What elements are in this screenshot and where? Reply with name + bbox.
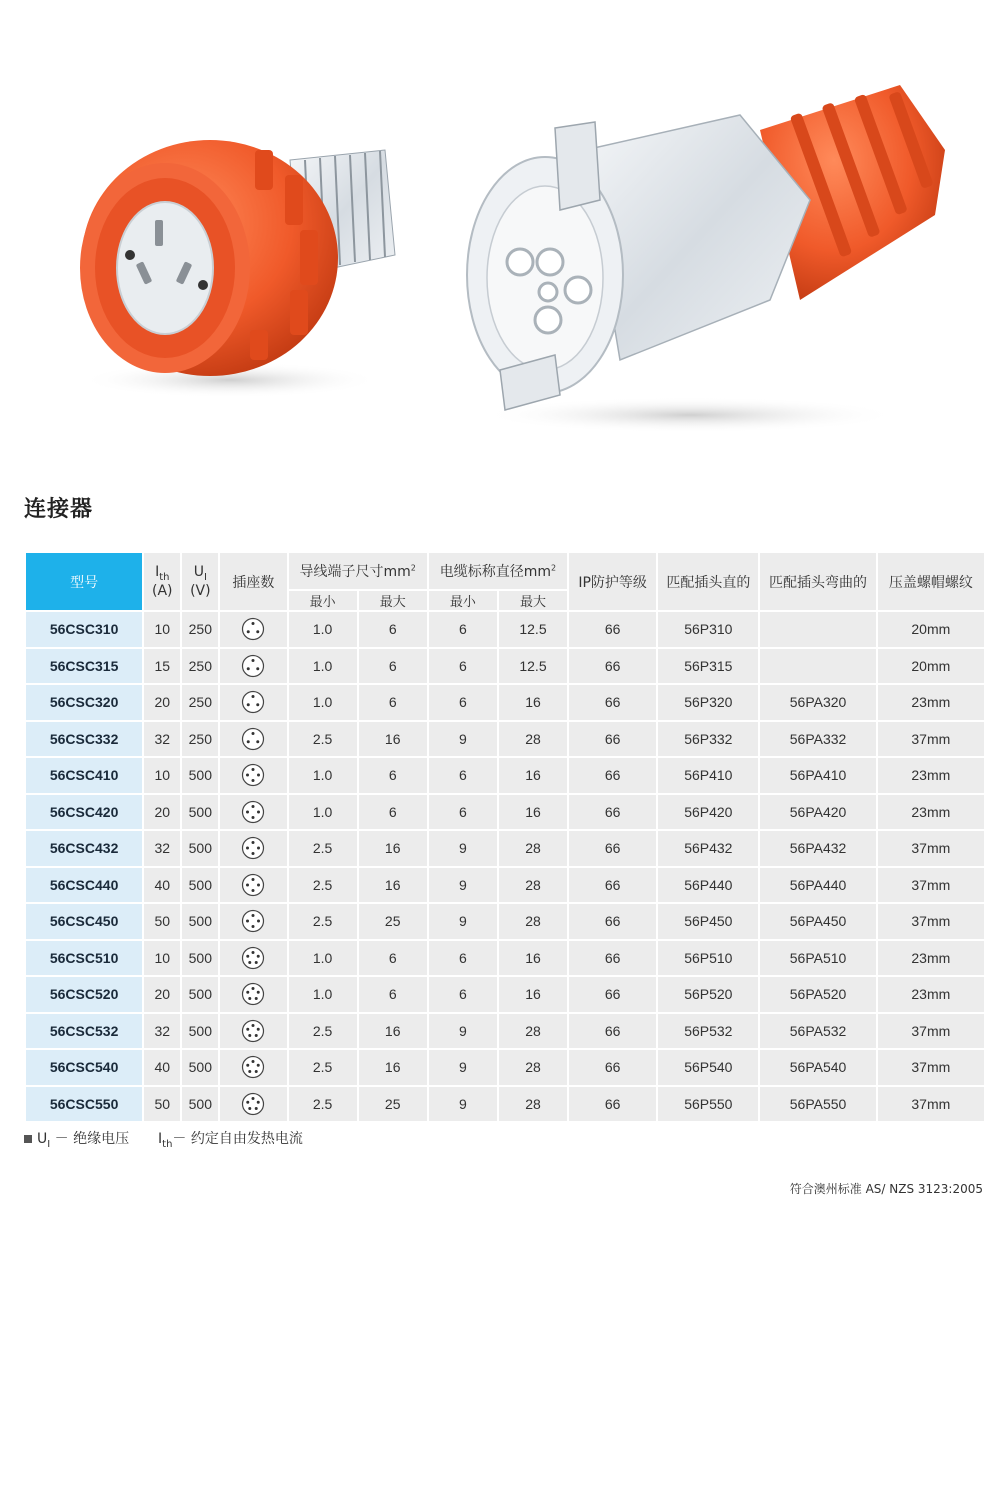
thread-cell: 23mm — [878, 685, 984, 720]
socket-pin-layout-icon — [241, 690, 265, 714]
header-wire-min: 最小 — [289, 591, 357, 610]
table-row — [26, 1014, 984, 1049]
table-row — [26, 795, 984, 830]
plug-angled-cell: 56PA410 — [760, 758, 875, 793]
cable-max-cell: 16 — [499, 795, 567, 830]
ith-cell: 20 — [144, 977, 180, 1012]
pin-layout-cell — [220, 831, 286, 866]
table-body — [26, 612, 984, 1121]
cable-max-cell: 16 — [499, 758, 567, 793]
ip-cell: 66 — [569, 649, 656, 684]
wire-max-cell: 16 — [359, 831, 427, 866]
cable-max-cell: 16 — [499, 941, 567, 976]
ui-cell: 500 — [182, 831, 218, 866]
wire-max-cell: 6 — [359, 649, 427, 684]
plug-angled-cell: 56PA450 — [760, 904, 875, 939]
ith-cell: 40 — [144, 868, 180, 903]
wire-min-cell: 2.5 — [289, 1087, 357, 1122]
header-wire-max: 最大 — [359, 591, 427, 610]
ip-cell: 66 — [569, 941, 656, 976]
wire-max-cell: 25 — [359, 904, 427, 939]
model-cell: 56CSC550 — [26, 1087, 142, 1122]
header-plug-straight: 匹配插头直的 — [658, 553, 758, 610]
socket-pin-layout-icon — [241, 1092, 265, 1116]
pin-layout-cell — [220, 685, 286, 720]
plug-angled-cell: 56PA440 — [760, 868, 875, 903]
standard-note: 符合澳州标准 AS/ NZS 3123:2005 — [789, 1182, 983, 1196]
legend-ui-text: － 绝缘电压 — [54, 1131, 130, 1147]
wire-max-cell: 6 — [359, 941, 427, 976]
table-row — [26, 758, 984, 793]
wire-min-cell: 1.0 — [289, 795, 357, 830]
plug-straight-cell: 56P540 — [658, 1050, 758, 1085]
model-cell: 56CSC310 — [26, 612, 142, 647]
wire-max-cell: 6 — [359, 977, 427, 1012]
pin-layout-cell — [220, 904, 286, 939]
cable-min-cell: 6 — [429, 941, 497, 976]
model-cell: 56CSC320 — [26, 685, 142, 720]
model-cell: 56CSC520 — [26, 977, 142, 1012]
header-ith: $I_{th}$ (A) — [144, 553, 180, 610]
model-cell: 56CSC432 — [26, 831, 142, 866]
ip-cell: 66 — [569, 758, 656, 793]
table-row — [26, 868, 984, 903]
thread-cell: 37mm — [878, 1014, 984, 1049]
pin-layout-cell — [220, 941, 286, 976]
ith-cell: 20 — [144, 685, 180, 720]
thread-cell: 20mm — [878, 649, 984, 684]
plug-angled-cell — [760, 612, 875, 647]
cable-max-cell: 16 — [499, 685, 567, 720]
plug-straight-cell: 56P420 — [658, 795, 758, 830]
ith-cell: 10 — [144, 941, 180, 976]
ith-cell: 40 — [144, 1050, 180, 1085]
ui-cell: 250 — [182, 612, 218, 647]
ith-cell: 10 — [144, 758, 180, 793]
wire-min-cell: 1.0 — [289, 649, 357, 684]
wire-max-cell: 6 — [359, 612, 427, 647]
wire-min-cell: 2.5 — [289, 904, 357, 939]
ith-cell: 15 — [144, 649, 180, 684]
socket-pin-layout-icon — [241, 654, 265, 678]
wire-min-cell: 2.5 — [289, 868, 357, 903]
thread-cell: 23mm — [878, 758, 984, 793]
legend: $U_I$ － 绝缘电压 $I_{th}-$ 约定自由发热电流 — [24, 1128, 303, 1150]
cable-max-cell: 12.5 — [499, 612, 567, 647]
model-cell: 56CSC332 — [26, 722, 142, 757]
model-cell: 56CSC450 — [26, 904, 142, 939]
ui-cell: 500 — [182, 1087, 218, 1122]
thread-cell: 37mm — [878, 831, 984, 866]
table-row — [26, 649, 984, 684]
plug-straight-cell: 56P532 — [658, 1014, 758, 1049]
ip-cell: 66 — [569, 977, 656, 1012]
pin-layout-cell — [220, 649, 286, 684]
cable-min-cell: 9 — [429, 904, 497, 939]
thread-cell: 23mm — [878, 795, 984, 830]
wire-min-cell: 2.5 — [289, 722, 357, 757]
cable-max-cell: 28 — [499, 831, 567, 866]
cable-max-cell: 28 — [499, 1050, 567, 1085]
plug-angled-cell: 56PA432 — [760, 831, 875, 866]
ip-cell: 66 — [569, 612, 656, 647]
thread-cell: 23mm — [878, 941, 984, 976]
ip-cell: 66 — [569, 1050, 656, 1085]
plug-straight-cell: 56P520 — [658, 977, 758, 1012]
thread-cell: 20mm — [878, 612, 984, 647]
ui-cell: 500 — [182, 941, 218, 976]
pin-layout-cell — [220, 758, 286, 793]
wire-min-cell: 1.0 — [289, 941, 357, 976]
cable-min-cell: 6 — [429, 649, 497, 684]
wire-max-cell: 6 — [359, 685, 427, 720]
plug-angled-cell: 56PA420 — [760, 795, 875, 830]
socket-pin-layout-icon — [241, 800, 265, 824]
cable-min-cell: 6 — [429, 612, 497, 647]
wire-min-cell: 2.5 — [289, 1050, 357, 1085]
header-ip: IP防护等级 — [569, 553, 656, 610]
table-row — [26, 612, 984, 647]
socket-pin-layout-icon — [241, 763, 265, 787]
header-ui: $U_I$ (V) — [182, 553, 218, 610]
header-gland-thread: 压盖螺帽螺纹 — [878, 553, 984, 610]
legend-ith-text: － 约定自由发热电流 — [172, 1131, 303, 1147]
ith-cell: 32 — [144, 722, 180, 757]
model-cell: 56CSC410 — [26, 758, 142, 793]
cable-min-cell: 9 — [429, 1050, 497, 1085]
cable-max-cell: 28 — [499, 904, 567, 939]
wire-min-cell: 2.5 — [289, 831, 357, 866]
wire-min-cell: 1.0 — [289, 758, 357, 793]
pin-layout-cell — [220, 868, 286, 903]
ip-cell: 66 — [569, 868, 656, 903]
cable-max-cell: 16 — [499, 977, 567, 1012]
wire-max-cell: 25 — [359, 1087, 427, 1122]
ui-cell: 500 — [182, 868, 218, 903]
plug-angled-cell: 56PA550 — [760, 1087, 875, 1122]
ip-cell: 66 — [569, 795, 656, 830]
ui-cell: 250 — [182, 649, 218, 684]
pin-layout-cell — [220, 1014, 286, 1049]
socket-pin-layout-icon — [241, 946, 265, 970]
pin-layout-cell — [220, 612, 286, 647]
ip-cell: 66 — [569, 1087, 656, 1122]
table-row — [26, 722, 984, 757]
header-wire-size: 导线端子尺寸$mm^2$ — [289, 553, 427, 589]
ui-cell: 500 — [182, 1050, 218, 1085]
plug-straight-cell: 56P450 — [658, 904, 758, 939]
model-cell: 56CSC315 — [26, 649, 142, 684]
cable-min-cell: 9 — [429, 831, 497, 866]
spec-table — [24, 551, 986, 1123]
cable-min-cell: 6 — [429, 758, 497, 793]
plug-straight-cell: 56P440 — [658, 868, 758, 903]
wire-max-cell: 16 — [359, 868, 427, 903]
wire-max-cell: 16 — [359, 722, 427, 757]
ip-cell: 66 — [569, 1014, 656, 1049]
model-cell: 56CSC510 — [26, 941, 142, 976]
cable-max-cell: 12.5 — [499, 649, 567, 684]
socket-pin-layout-icon — [241, 982, 265, 1006]
cable-max-cell: 28 — [499, 1014, 567, 1049]
ui-cell: 500 — [182, 1014, 218, 1049]
ith-cell: 10 — [144, 612, 180, 647]
header-cable-min: 最小 — [429, 591, 497, 610]
plug-straight-cell: 56P510 — [658, 941, 758, 976]
plug-straight-cell: 56P410 — [658, 758, 758, 793]
plug-straight-cell: 56P332 — [658, 722, 758, 757]
socket-pin-layout-icon — [241, 909, 265, 933]
cable-min-cell: 6 — [429, 685, 497, 720]
header-cable-dia: 电缆标称直径$mm^2$ — [429, 553, 567, 589]
wire-min-cell: 1.0 — [289, 612, 357, 647]
product-images — [0, 0, 1001, 470]
plug-angled-cell: 56PA332 — [760, 722, 875, 757]
wire-min-cell: 2.5 — [289, 1014, 357, 1049]
ip-cell: 66 — [569, 722, 656, 757]
ith-cell: 20 — [144, 795, 180, 830]
ip-cell: 66 — [569, 904, 656, 939]
ui-cell: 500 — [182, 904, 218, 939]
header-pins: 插座数 — [220, 553, 286, 610]
plug-straight-cell: 56P320 — [658, 685, 758, 720]
socket-pin-layout-icon — [241, 873, 265, 897]
thread-cell: 37mm — [878, 904, 984, 939]
socket-pin-layout-icon — [241, 836, 265, 860]
plug-straight-cell: 56P310 — [658, 612, 758, 647]
cable-min-cell: 6 — [429, 977, 497, 1012]
cable-min-cell: 9 — [429, 722, 497, 757]
table-row — [26, 1087, 984, 1122]
ith-cell: 50 — [144, 904, 180, 939]
header-plug-angled: 匹配插头弯曲的 — [760, 553, 875, 610]
table-row — [26, 941, 984, 976]
model-cell: 56CSC440 — [26, 868, 142, 903]
header-cable-max: 最大 — [499, 591, 567, 610]
thread-cell: 37mm — [878, 868, 984, 903]
table-row — [26, 831, 984, 866]
legend-square-icon — [24, 1135, 32, 1143]
plug-angled-cell: 56PA510 — [760, 941, 875, 976]
ui-cell: 250 — [182, 722, 218, 757]
wire-min-cell: 1.0 — [289, 685, 357, 720]
cable-max-cell: 28 — [499, 868, 567, 903]
plug-angled-cell: 56PA540 — [760, 1050, 875, 1085]
product-hero — [0, 0, 1001, 470]
ui-cell: 250 — [182, 685, 218, 720]
cable-max-cell: 28 — [499, 722, 567, 757]
thread-cell: 23mm — [878, 977, 984, 1012]
pin-layout-cell — [220, 1087, 286, 1122]
cable-min-cell: 9 — [429, 1014, 497, 1049]
ith-cell: 32 — [144, 1014, 180, 1049]
cable-min-cell: 9 — [429, 1087, 497, 1122]
model-cell: 56CSC532 — [26, 1014, 142, 1049]
ip-cell: 66 — [569, 685, 656, 720]
ith-cell: 32 — [144, 831, 180, 866]
ui-cell: 500 — [182, 977, 218, 1012]
plug-angled-cell — [760, 649, 875, 684]
plug-straight-cell: 56P315 — [658, 649, 758, 684]
orange-socket-connector-icon — [80, 140, 395, 398]
plug-straight-cell: 56P550 — [658, 1087, 758, 1122]
thread-cell: 37mm — [878, 1050, 984, 1085]
header-model: 型号 — [26, 553, 142, 610]
table-row — [26, 685, 984, 720]
pin-layout-cell — [220, 795, 286, 830]
plug-angled-cell: 56PA320 — [760, 685, 875, 720]
table-row — [26, 977, 984, 1012]
socket-pin-layout-icon — [241, 617, 265, 641]
transparent-connector-icon — [467, 85, 945, 433]
wire-max-cell: 6 — [359, 795, 427, 830]
table-row — [26, 904, 984, 939]
wire-max-cell: 6 — [359, 758, 427, 793]
model-cell: 56CSC420 — [26, 795, 142, 830]
wire-max-cell: 16 — [359, 1050, 427, 1085]
socket-pin-layout-icon — [241, 1055, 265, 1079]
cable-min-cell: 9 — [429, 868, 497, 903]
plug-angled-cell: 56PA520 — [760, 977, 875, 1012]
table-row — [26, 1050, 984, 1085]
ui-cell: 500 — [182, 758, 218, 793]
ith-cell: 50 — [144, 1087, 180, 1122]
pin-layout-cell — [220, 1050, 286, 1085]
cable-min-cell: 6 — [429, 795, 497, 830]
section-title: 连接器 — [24, 497, 94, 522]
socket-pin-layout-icon — [241, 1019, 265, 1043]
model-cell: 56CSC540 — [26, 1050, 142, 1085]
wire-max-cell: 16 — [359, 1014, 427, 1049]
plug-straight-cell: 56P432 — [658, 831, 758, 866]
pin-layout-cell — [220, 722, 286, 757]
wire-min-cell: 1.0 — [289, 977, 357, 1012]
socket-pin-layout-icon — [241, 727, 265, 751]
pin-layout-cell — [220, 977, 286, 1012]
plug-angled-cell: 56PA532 — [760, 1014, 875, 1049]
ip-cell: 66 — [569, 831, 656, 866]
ui-cell: 500 — [182, 795, 218, 830]
thread-cell: 37mm — [878, 722, 984, 757]
cable-max-cell: 28 — [499, 1087, 567, 1122]
thread-cell: 37mm — [878, 1087, 984, 1122]
